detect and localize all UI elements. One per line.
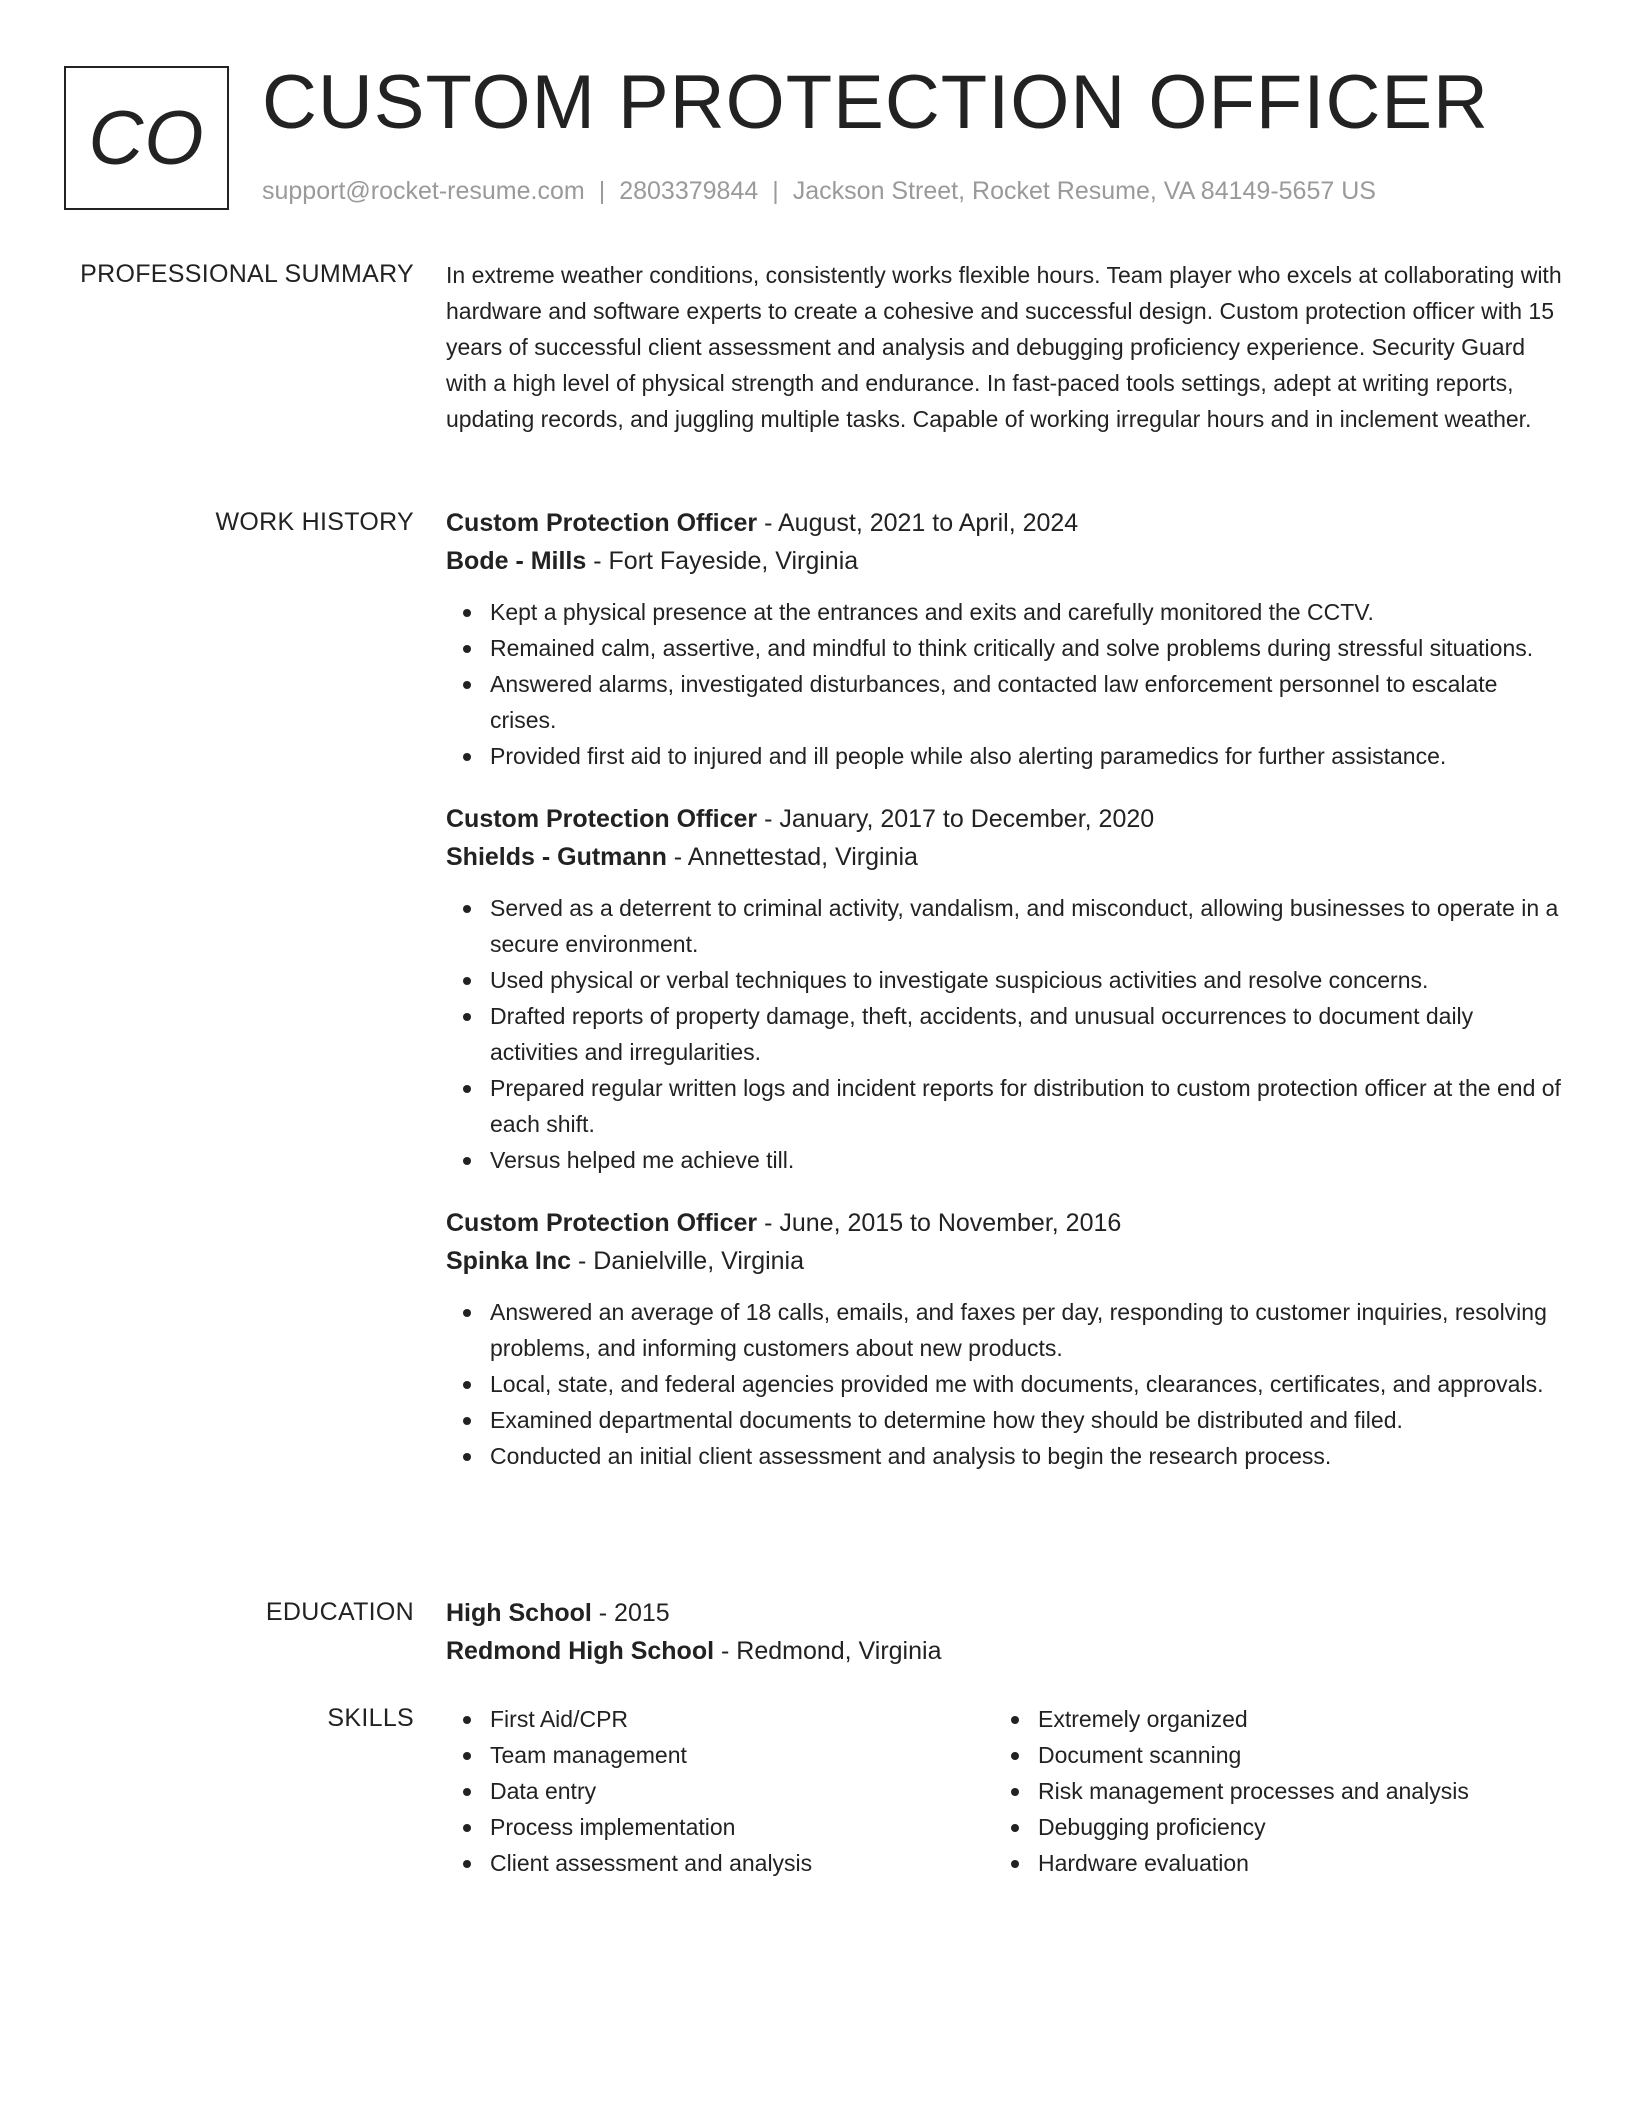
degree-line: [446, 1594, 1566, 1632]
job-bullets: [446, 890, 1566, 1178]
job-title-line: [446, 504, 1566, 542]
contact-address: Jackson Street, Rocket Resume, VA 84149-5657 US: [792, 177, 1376, 205]
skill-item: Data entry: [446, 1773, 994, 1809]
summary-text: In extreme weather conditions, consistently works flexible hours. Team player who excels at collaborating with hardware and software experts to create a cohesive and successful design. Custom protection officer with 15 years of successful client assessment and analysis and debugging proficiency experience. Security Guard with a high level of physical strength and endurance. In fast-paced tools settings, adept at writing reports, updating records, and juggling multiple tasks. Capable of working irregular hours and in inclement weather.: [446, 262, 1562, 432]
education-heading: EDUCATION: [265, 1598, 414, 1626]
skill-item: Team management: [446, 1737, 994, 1773]
skills-column-right: [994, 1701, 1542, 1881]
degree: High School: [446, 1599, 592, 1627]
job-title: Custom Protection Officer: [446, 509, 758, 537]
job-title-line: [446, 800, 1566, 838]
skill-item: Extremely organized: [994, 1701, 1542, 1737]
job-company: Bode - Mills: [446, 547, 587, 575]
work-history-heading: WORK HISTORY: [215, 508, 414, 536]
job-entry: [446, 1204, 1566, 1474]
job-dates: - January, 2017 to December, 2020: [757, 805, 1155, 833]
contact-phone[interactable]: 2803379844: [619, 177, 759, 205]
list-item: Used physical or verbal techniques to investigate suspicious activities and resolve concerns.: [446, 962, 1566, 998]
list-item: Drafted reports of property damage, theft, accidents, and unusual occurrences to document daily activities and irregularities.: [446, 998, 1566, 1070]
skills-list: [994, 1701, 1542, 1881]
list-item: Examined departmental documents to determine how they should be distributed and filed.: [446, 1402, 1566, 1438]
skills-body: [446, 1701, 1566, 1881]
school-line: [446, 1632, 1566, 1670]
list-item: Answered an average of 18 calls, emails, and faxes per day, responding to customer inquiries, resolving problems, and informing customers about new products.: [446, 1294, 1566, 1366]
skill-item: Process implementation: [446, 1809, 994, 1845]
job-bullets: [446, 1294, 1566, 1474]
list-item: Kept a physical presence at the entrances and exits and carefully monitored the CCTV.: [446, 594, 1566, 630]
list-item: Answered alarms, investigated disturbances, and contacted law enforcement personnel to escalate crises.: [446, 666, 1566, 738]
graduation-year: - 2015: [591, 1599, 670, 1627]
job-title: Custom Protection Officer: [446, 805, 758, 833]
school-location: - Redmond, Virginia: [714, 1637, 942, 1665]
job-dates: - August, 2021 to April, 2024: [757, 509, 1079, 537]
job-company-line: [446, 838, 1566, 876]
skills-list: [446, 1701, 994, 1881]
list-item: Prepared regular written logs and incident reports for distribution to custom protection officer at the end of each shift.: [446, 1070, 1566, 1142]
contact-separator: |: [598, 177, 606, 205]
skill-item: First Aid/CPR: [446, 1701, 994, 1737]
skill-item: Document scanning: [994, 1737, 1542, 1773]
skills-column-left: [446, 1701, 994, 1881]
list-item: Conducted an initial client assessment and analysis to begin the research process.: [446, 1438, 1566, 1474]
list-item: Local, state, and federal agencies provided me with documents, clearances, certificates, and approvals.: [446, 1366, 1566, 1402]
job-company-line: [446, 1242, 1566, 1280]
job-bullets: [446, 594, 1566, 774]
summary-heading: PROFESSIONAL SUMMARY: [80, 260, 414, 288]
skills-columns: [446, 1701, 1566, 1881]
skills-heading: SKILLS: [327, 1704, 414, 1732]
skill-item: Debugging proficiency: [994, 1809, 1542, 1845]
summary-body: [446, 257, 1566, 437]
list-item: Provided first aid to injured and ill people while also alerting paramedics for further assistance.: [446, 738, 1566, 774]
job-company: Shields - Gutmann: [446, 843, 667, 871]
job-company: Spinka Inc: [446, 1247, 572, 1275]
work-history-body: [446, 504, 1566, 1500]
job-title-line: [446, 1204, 1566, 1242]
skill-item: Hardware evaluation: [994, 1845, 1542, 1881]
page-title: CUSTOM PROTECTION OFFICER: [262, 60, 1489, 145]
list-item: Versus helped me achieve till.: [446, 1142, 1566, 1178]
contact-separator: |: [772, 177, 779, 205]
contact-email[interactable]: support@rocket-resume.com: [262, 177, 585, 205]
contact-line: [262, 174, 1376, 208]
list-item: Served as a deterrent to criminal activity, vandalism, and misconduct, allowing businesses to operate in a secure environment.: [446, 890, 1566, 962]
monogram-badge: CO: [64, 66, 229, 210]
job-location: - Danielville, Virginia: [571, 1247, 805, 1275]
job-dates: - June, 2015 to November, 2016: [757, 1209, 1122, 1237]
education-body: [446, 1594, 1566, 1670]
list-item: Remained calm, assertive, and mindful to think critically and solve problems during stressful situations.: [446, 630, 1566, 666]
skill-item: Client assessment and analysis: [446, 1845, 994, 1881]
job-entry: [446, 504, 1566, 774]
job-company-line: [446, 542, 1566, 580]
job-title: Custom Protection Officer: [446, 1209, 758, 1237]
job-location: - Annettestad, Virginia: [666, 843, 918, 871]
skill-item: Risk management processes and analysis: [994, 1773, 1542, 1809]
job-entry: [446, 800, 1566, 1178]
job-location: - Fort Fayeside, Virginia: [586, 547, 859, 575]
school-name: Redmond High School: [446, 1637, 715, 1665]
